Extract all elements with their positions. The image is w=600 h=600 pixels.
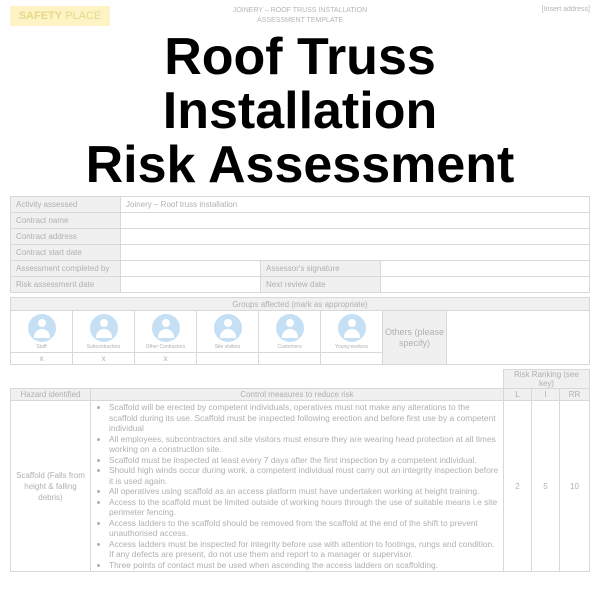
next-review-field[interactable] <box>381 277 590 293</box>
next-review-label: Next review date <box>261 277 381 293</box>
contract-name-field[interactable] <box>121 213 590 229</box>
control-measure: • All operatives using scaffold as an access platform must have undertaken working at height training. <box>109 486 499 497</box>
group-staff: Staff <box>11 311 73 353</box>
completed-by-label: Assessment completed by <box>11 261 121 277</box>
contract-start-label: Contract start date <box>11 245 121 261</box>
group-subcontractors: Subcontractors <box>73 311 135 353</box>
contract-name-label: Contract name <box>11 213 121 229</box>
risk-ranking-title: Risk Ranking (see key) <box>504 370 590 389</box>
mark[interactable] <box>197 353 259 365</box>
logo: SAFETY PLACE <box>10 6 110 26</box>
control-measure: • Access ladders to the scaffold should be removed from the scaffold at the end of the shift to prevent unauthorised access. <box>109 518 499 539</box>
overlay-title-line2: Installation <box>162 82 438 140</box>
col-i: I <box>532 389 560 401</box>
groups-title: Groups affected (mark as appropriate) <box>11 298 590 311</box>
control-measure: • Access ladders must be inspected for integrity before use with attention to footings, rungs and condition. If any defects are present, do not use them and report to a manager or supervisor. <box>109 539 499 560</box>
control-measure: • Scaffold will be erected by competent individuals, operatives must not make any alterations to the scaffold during its use. Scaffold must be inspected following erection and before first use by a competent individual <box>109 402 499 434</box>
col-control: Control measures to reduce risk <box>91 389 504 401</box>
mark[interactable] <box>259 353 321 365</box>
ra-date-field[interactable] <box>121 277 261 293</box>
group-other-contractors: Other Contractors <box>135 311 197 353</box>
control-measure: • All employees, subcontractors and site visitors must ensure they are wearing head protection at all times working on a construction site. <box>109 434 499 455</box>
risk-rating: 10 <box>560 401 590 572</box>
overlay-title-line3: Risk Assessment <box>85 136 515 194</box>
controls-list <box>97 402 499 570</box>
overlay-title-line1: Roof Truss <box>164 28 436 86</box>
group-others: Others (please specify) <box>383 311 447 365</box>
mark[interactable]: x <box>73 353 135 365</box>
completed-by-field[interactable] <box>121 261 261 277</box>
signature-label: Assessor's signature <box>261 261 381 277</box>
activity-value[interactable]: Joinery – Roof truss installation <box>121 197 590 213</box>
visitors-icon <box>214 314 242 342</box>
contract-address-field[interactable] <box>121 229 590 245</box>
mark[interactable]: x <box>11 353 73 365</box>
table-row <box>11 401 590 572</box>
ra-date-label: Risk assessment date <box>11 277 121 293</box>
contract-address-label: Contract address <box>11 229 121 245</box>
control-measure: • Three points of contact must be used when ascending the access ladders on scaffolding. <box>109 560 499 571</box>
subcontractor-icon <box>90 314 118 342</box>
control-measure: • Should high winds occur during work, a competent individual must carry out an integrity inspection before it is used again. <box>109 465 499 486</box>
hazards-table <box>10 369 590 572</box>
mark[interactable] <box>321 353 383 365</box>
controls-cell <box>91 401 504 572</box>
details-table <box>10 196 590 293</box>
document-title: JOINERY – ROOF TRUSS INSTALLATION ASSESSMENT TEMPLATE <box>232 7 368 24</box>
others-field[interactable] <box>447 311 590 365</box>
group-customers: Customers <box>259 311 321 353</box>
control-measure: • Scaffold must be inspected at least every 7 days after the first inspection by a competent individual. <box>109 455 499 466</box>
hazard-cell: Scaffold (Falls from height & falling debris) <box>11 401 91 572</box>
signature-field[interactable] <box>381 261 590 277</box>
document-header <box>10 6 590 28</box>
col-rr: RR <box>560 389 590 401</box>
activity-label: Activity assessed <box>11 197 121 213</box>
contractors-icon <box>152 314 180 342</box>
group-site-visitors: Site visitors <box>197 311 259 353</box>
contract-start-field[interactable] <box>121 245 590 261</box>
staff-icon <box>28 314 56 342</box>
overlay-title <box>10 30 590 192</box>
groups-table <box>10 297 590 365</box>
customers-icon <box>276 314 304 342</box>
young-worker-icon <box>338 314 366 342</box>
col-hazard: Hazard identified <box>11 389 91 401</box>
group-young-workers: Young workers <box>321 311 383 353</box>
address: [Insert address] <box>541 6 590 13</box>
impact: 5 <box>532 401 560 572</box>
likelihood: 2 <box>504 401 532 572</box>
mark[interactable]: x <box>135 353 197 365</box>
control-measure: • Access to the scaffold must be limited outside of working hours through the use of suitable means i.e site perimeter fencing. <box>109 497 499 518</box>
col-l: L <box>504 389 532 401</box>
